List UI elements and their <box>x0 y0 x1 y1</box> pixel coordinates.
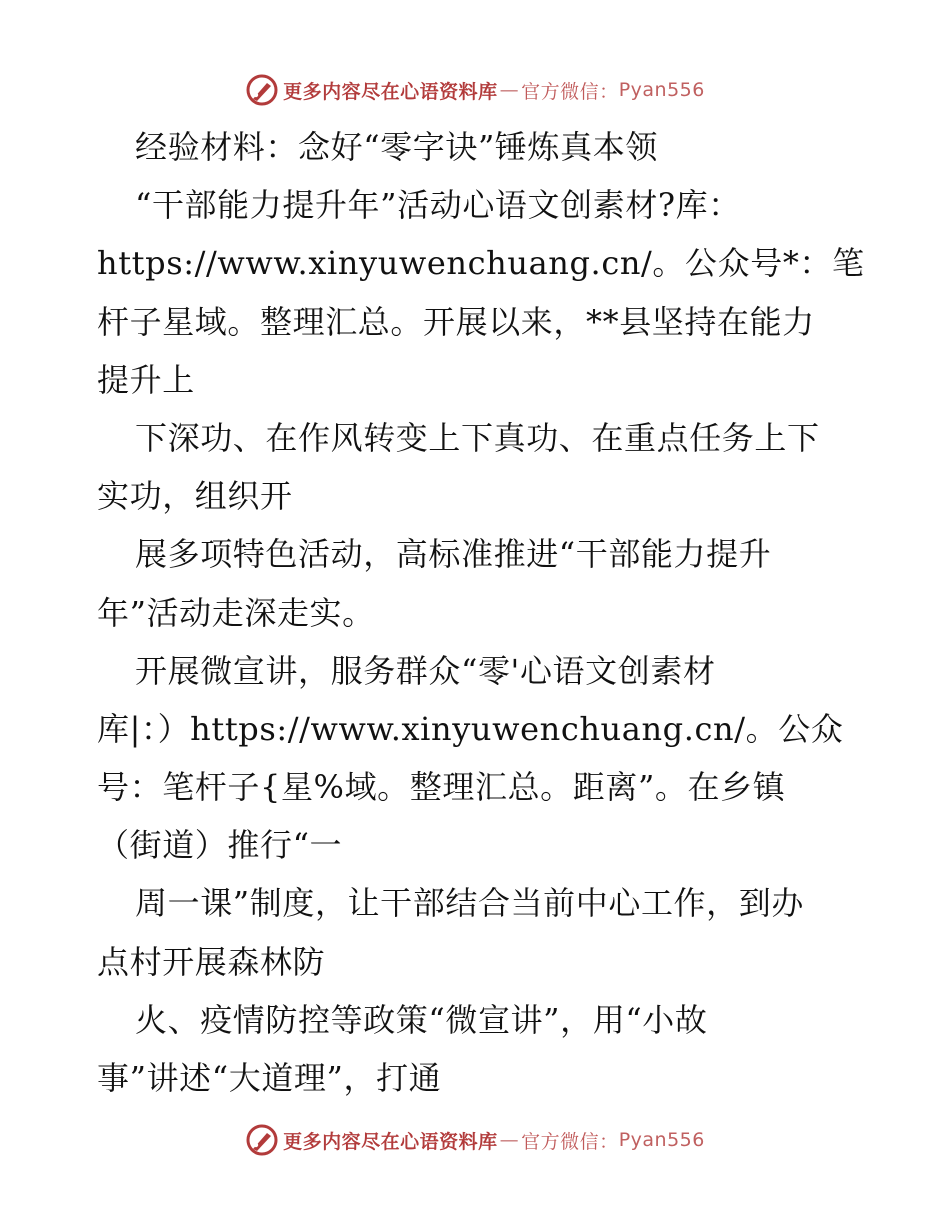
text-line: 下深功、在作风转变上下真功、在重点任务上下 <box>135 418 820 457</box>
text-line: 周一课”制度，让干部结合当前中心工作，到办 <box>135 884 804 923</box>
pen-circle-logo-icon <box>245 1123 279 1157</box>
banner-main-text: 更多内容尽在心语资料库 <box>283 1130 498 1153</box>
text-line: 开展微宣讲，服务群众“零'心语文创素材 <box>135 651 716 690</box>
text-line: https://www.xinyuwenchuang.cn/。公众号*：笔 <box>97 244 865 283</box>
text-line: 库|：）https://www.xinyuwenchuang.cn/。公众 <box>97 709 844 748</box>
banner-wechat-id: Pyan556 <box>618 1129 705 1151</box>
text-line: （街道）推行“一 <box>97 826 343 865</box>
banner-sub-text: 官方微信： <box>521 80 619 103</box>
text-line: 事”讲述“大道理”，打通 <box>97 1059 442 1097</box>
text-line: 展多项特色活动，高标准推进“干部能力提升 <box>135 535 772 574</box>
text-line: 点村开展森林防 <box>97 942 326 981</box>
text-line: “干部能力提升年”活动心语文创素材?库： <box>135 186 741 225</box>
banner-dash: — <box>499 1129 520 1151</box>
banner-wechat-id: Pyan556 <box>618 79 705 101</box>
pen-circle-logo-icon <box>245 73 279 107</box>
text-line: 年”活动走深走实。 <box>97 593 375 632</box>
document-title: 经验材料：念好“零字诀”锤炼真本领 <box>135 128 658 166</box>
text-line: 提升上 <box>97 360 195 399</box>
text-line: 火、疫情防控等政策“微宣讲”，用“小故 <box>135 1000 708 1039</box>
footer-banner <box>0 1122 950 1158</box>
text-line: 号：笔杆子{星%域。整理汇总。距离”。在乡镇 <box>97 768 786 807</box>
document-body <box>97 118 865 1107</box>
text-line: 实功，组织开 <box>97 477 293 516</box>
banner-dash: — <box>499 79 520 101</box>
banner-sub-text: 官方微信： <box>521 1130 619 1153</box>
banner-main-text: 更多内容尽在心语资料库 <box>283 80 498 103</box>
text-line: 杆子星域。整理汇总。开展以来，**县坚持在能力 <box>97 302 815 341</box>
header-banner <box>0 72 950 108</box>
